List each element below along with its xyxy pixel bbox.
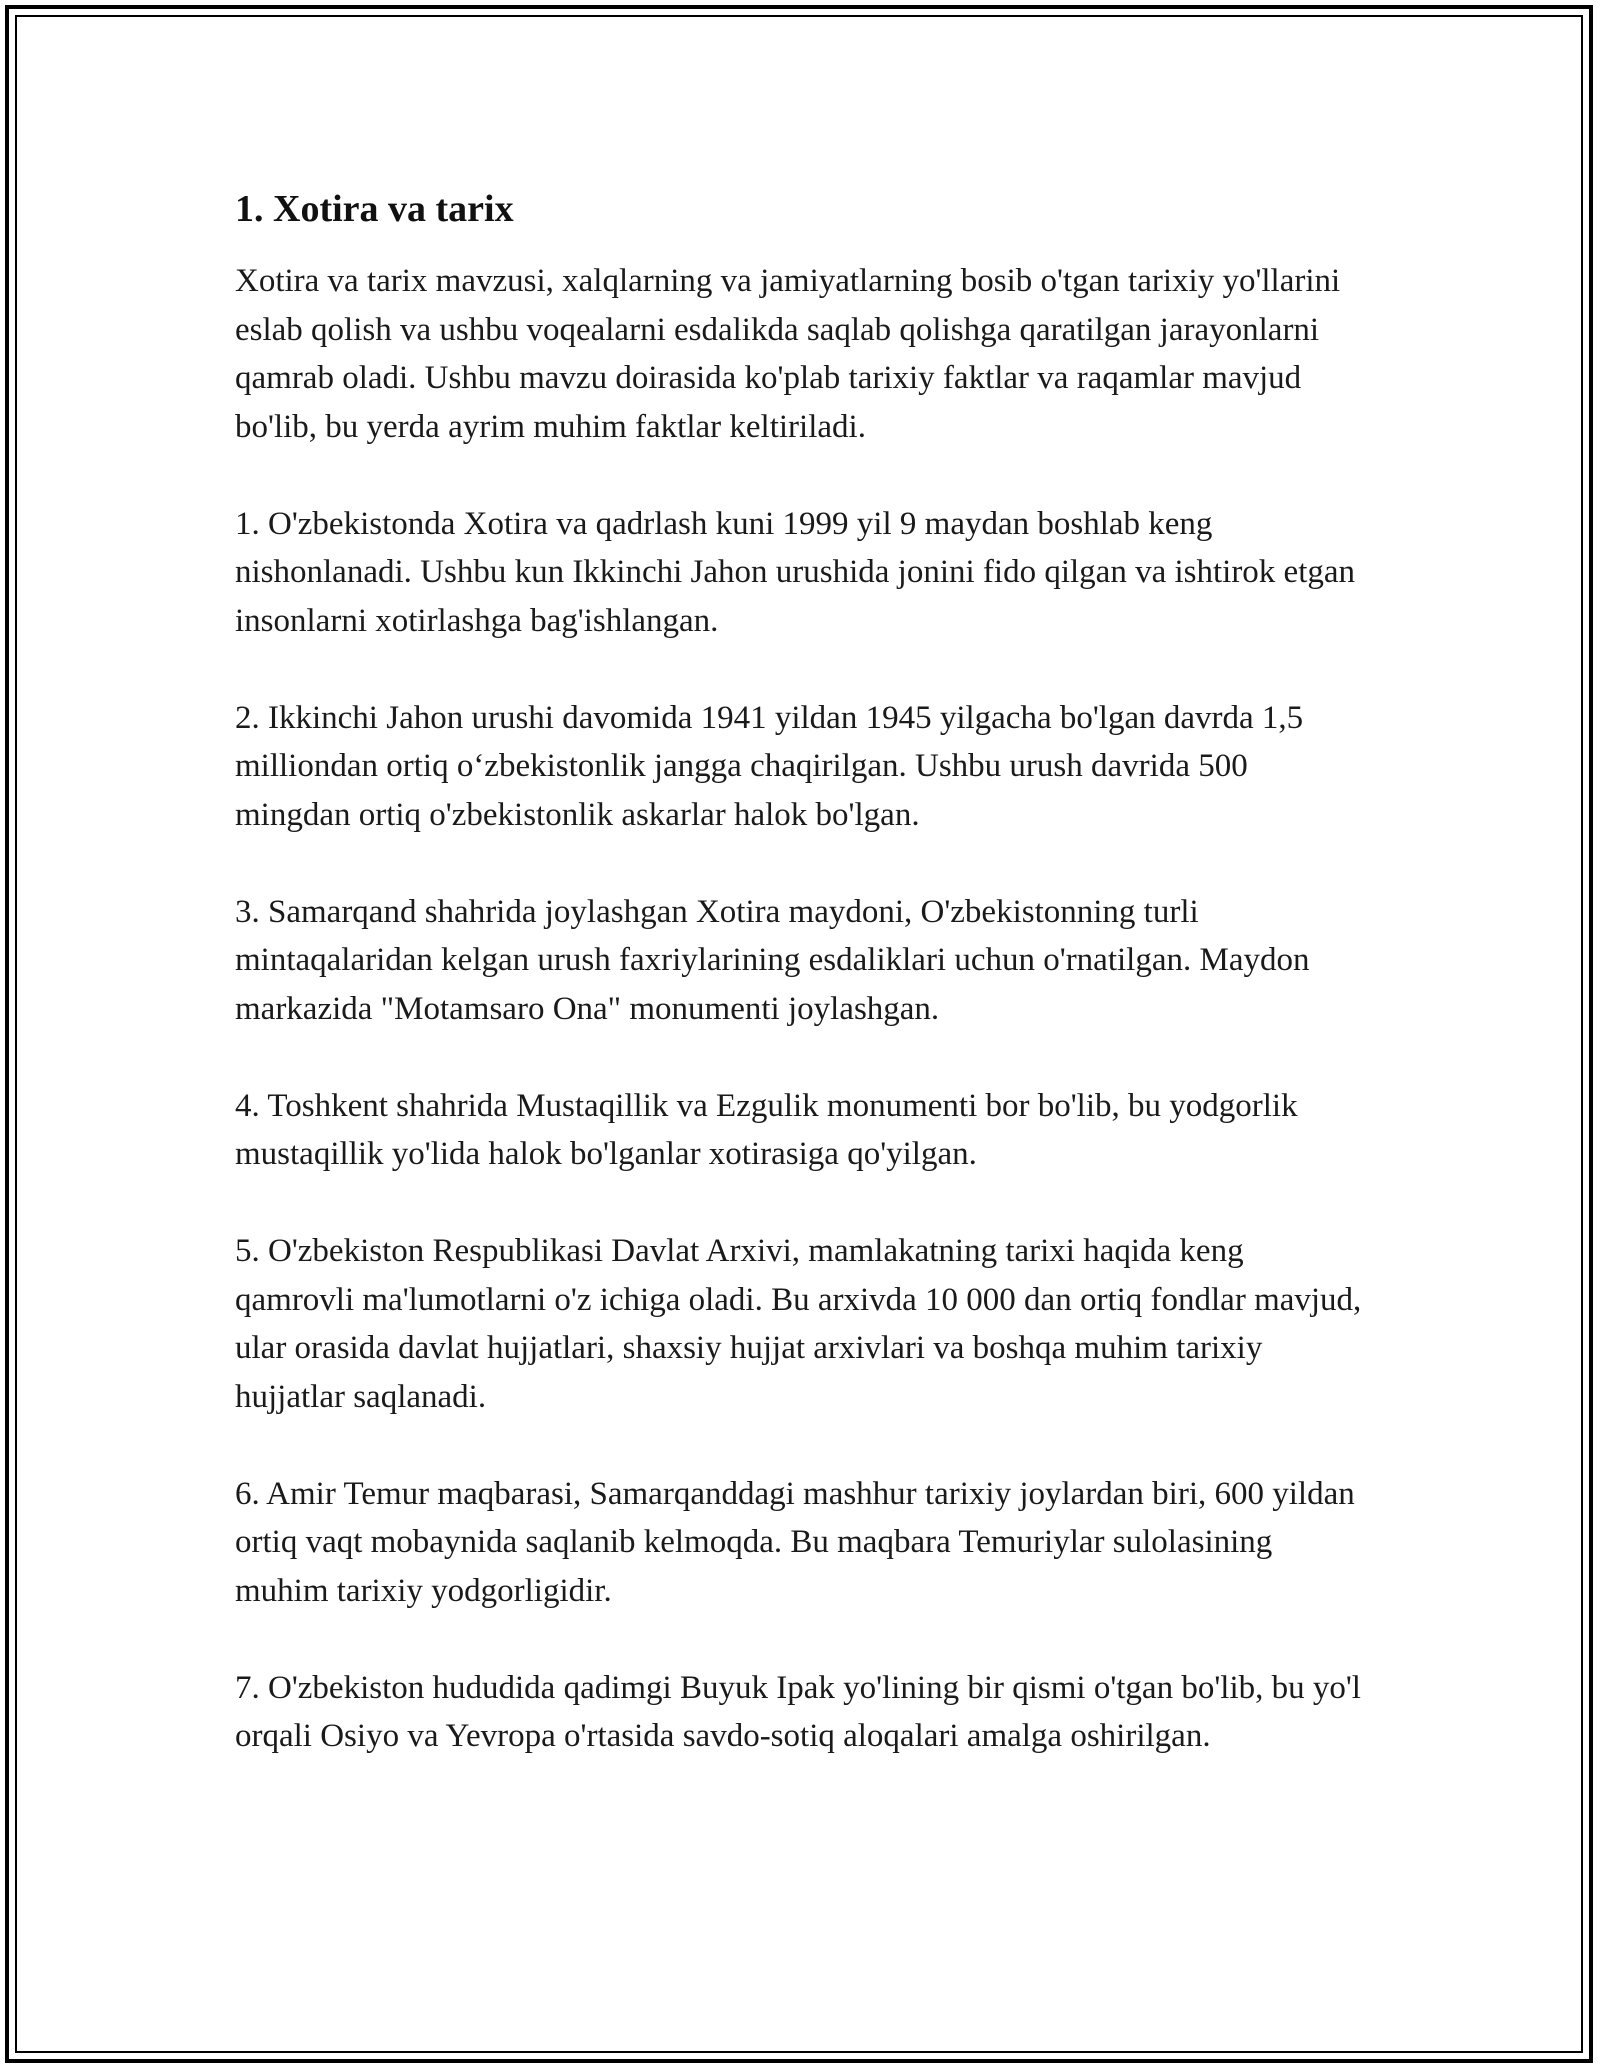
fact-paragraph-1: 1. O'zbekistonda Xotira va qadrlash kuni 1999 yil 9 maydan boshlab keng nishonlanadi. Ushbu kun Ikkinchi Jahon urushida jonini fido qilgan va ishtirok etgan insonlarni xotirlashga bag'ishlangan. [235, 505, 1356, 639]
document-body [235, 185, 1365, 1809]
fact-paragraph-5: 5. O'zbekiston Respublikasi Davlat Arxivi, mamlakatning tarixi haqida keng qamrovli ma'lumotlarni o'z ichiga oladi. Bu arxivda 10 000 dan ortiq fondlar mavjud, ular orasida davlat hujjatlari, shaxsiy hujjat arxivlari va boshqa muhim tarixiy hujjatlar saqlanadi. [235, 1233, 1362, 1415]
fact-paragraph-7: 7. O'zbekiston hududida qadimgi Buyuk Ipak yo'lining bir qismi o'tgan bo'lib, bu yo'l orqali Osiyo va Yevropa o'rtasida savdo-sotiq aloqalari amalga oshirilgan. [235, 1669, 1361, 1754]
intro-paragraph: Xotira va tarix mavzusi, xalqlarning va jamiyatlarning bosib o'tgan tarixiy yo'llarini eslab qolish va ushbu voqealarni esdalikda saqlab qolishga qaratilgan jarayonlarni qamrab oladi. Ushbu mavzu doirasida ko'plab tarixiy faktlar va raqamlar mavjud bo'lib, bu yerda ayrim muhim faktlar keltiriladi. [235, 263, 1341, 445]
fact-paragraph-3: 3. Samarqand shahrida joylashgan Xotira maydoni, O'zbekistonning turli mintaqalaridan kelgan urush faxriylarining esdaliklari uchun o'rnatilgan. Maydon markazida "Motamsaro Ona" monumenti joylashgan. [235, 893, 1310, 1027]
section-heading: 1. Xotira va tarix [235, 188, 514, 230]
fact-paragraph-2: 2. Ikkinchi Jahon urushi davomida 1941 yildan 1945 yilgacha bo'lgan davrda 1,5 milliondan ortiq o‘zbekistonlik jangga chaqirilgan. Ushbu urush davrida 500 mingdan ortiq o'zbekistonlik askarlar halok bo'lgan. [235, 699, 1304, 833]
fact-paragraph-6: 6. Amir Temur maqbarasi, Samarqanddagi mashhur tarixiy joylardan biri, 600 yildan ortiq vaqt mobaynida saqlanib kelmoqda. Bu maqbara Temuriylar sulolasining muhim tarixiy yodgorligidir. [235, 1475, 1355, 1609]
fact-paragraph-4: 4. Toshkent shahrida Mustaqillik va Ezgulik monumenti bor bo'lib, bu yodgorlik mustaqillik yo'lida halok bo'lganlar xotirasiga qo'yilgan. [235, 1087, 1298, 1172]
